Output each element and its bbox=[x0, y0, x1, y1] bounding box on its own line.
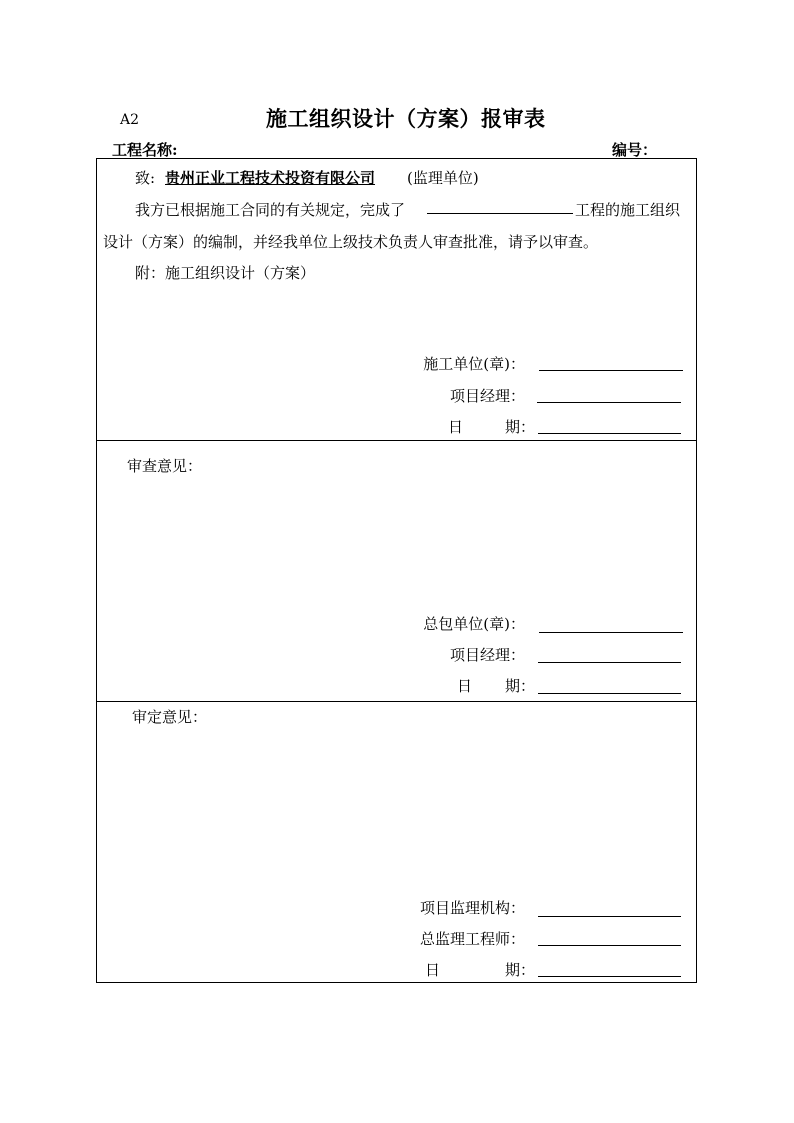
approval-form-table bbox=[96, 158, 697, 983]
approval-opinion-heading: 审定意见： bbox=[132, 708, 208, 726]
general-contractor-seal-label: 总包单位(章)： bbox=[423, 615, 525, 633]
form-title: 施工组织设计（方案）报审表 bbox=[266, 106, 546, 131]
project-manager-label: 项目经理： bbox=[449, 646, 525, 664]
date-line[interactable] bbox=[538, 693, 681, 694]
form-code: A2 bbox=[120, 112, 140, 128]
date-label-period: 期： bbox=[505, 677, 536, 695]
date-label-day: 日 bbox=[425, 961, 441, 979]
contractor-seal-line[interactable] bbox=[539, 370, 683, 371]
chief-supervisor-line[interactable] bbox=[538, 945, 681, 946]
review-opinion-heading: 审查意见： bbox=[127, 457, 203, 475]
date-label-period: 期： bbox=[505, 961, 536, 979]
contractor-seal-label: 施工单位(章)： bbox=[423, 355, 525, 373]
project-manager-line[interactable] bbox=[538, 662, 681, 663]
supervision-agency-label: 项目监理机构： bbox=[419, 899, 525, 917]
project-name-label: 工程名称: bbox=[112, 141, 178, 159]
submission-section bbox=[97, 159, 696, 441]
date-line[interactable] bbox=[538, 433, 681, 434]
approval-section bbox=[97, 702, 696, 982]
project-manager-line[interactable] bbox=[537, 402, 681, 403]
serial-number-label: 编号： bbox=[612, 141, 658, 159]
statement-text-part1: 我方已根据施工合同的有关规定，完成了 bbox=[135, 201, 406, 219]
supervision-agency-line[interactable] bbox=[538, 916, 681, 917]
review-section bbox=[97, 441, 696, 702]
date-label-period: 期： bbox=[505, 418, 536, 436]
statement-text-line2: 设计（方案）的编制，并经我单位上级技术负责人审查批准，请予以审查。 bbox=[103, 233, 599, 251]
project-name-blank[interactable] bbox=[427, 213, 573, 214]
date-line[interactable] bbox=[538, 976, 681, 977]
addressee-label: 致: bbox=[135, 169, 156, 187]
project-manager-label: 项目经理： bbox=[449, 387, 525, 405]
attachment-note: 附：施工组织设计（方案） bbox=[135, 264, 316, 282]
date-label-day: 日 bbox=[457, 677, 473, 695]
addressee-role: (监理单位) bbox=[407, 169, 479, 187]
addressee-company: 贵州正业工程技术投资有限公司 bbox=[165, 169, 376, 187]
statement-text-part2: 工程的施工组织 bbox=[575, 201, 681, 219]
general-contractor-seal-line[interactable] bbox=[539, 632, 683, 633]
chief-supervisor-label: 总监理工程师： bbox=[419, 930, 525, 948]
date-label-day: 日 bbox=[448, 418, 464, 436]
